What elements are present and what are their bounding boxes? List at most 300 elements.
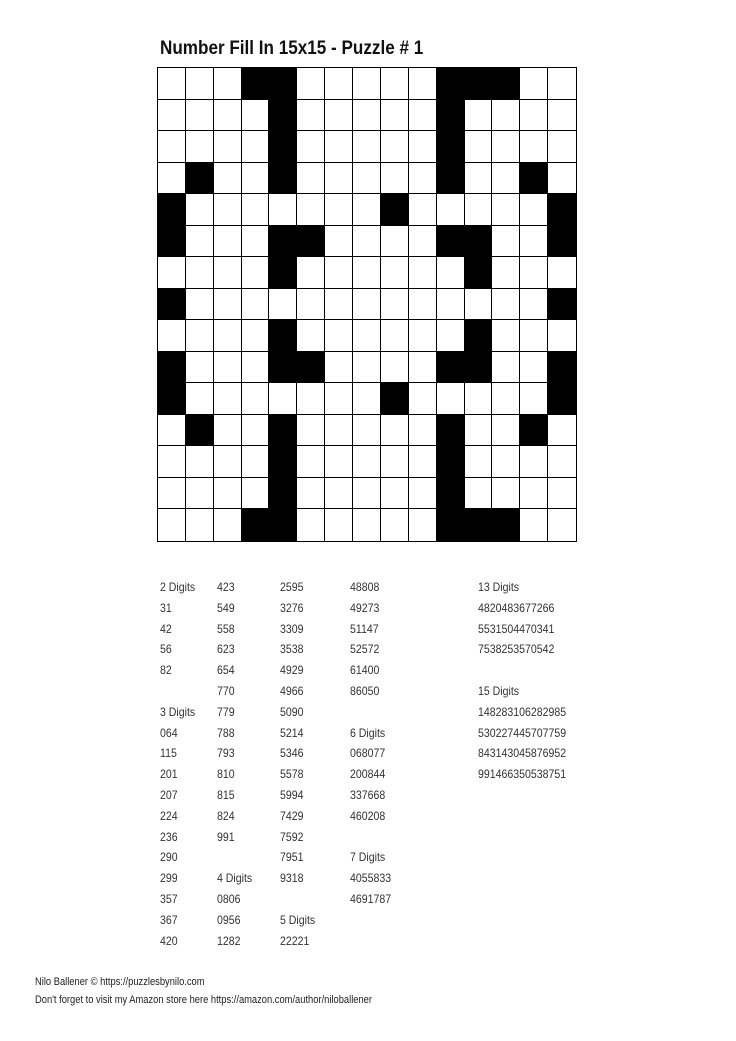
number-entry: 779 — [217, 704, 235, 719]
number-entry: 843143045876952 — [478, 746, 567, 761]
grid-cell-empty[interactable] — [297, 383, 325, 415]
grid-cell-empty[interactable] — [520, 257, 548, 289]
grid-cell-empty[interactable] — [158, 163, 186, 195]
grid-cell-empty[interactable] — [465, 163, 493, 195]
number-entry: 5214 — [280, 725, 304, 740]
number-entry: 460208 — [350, 808, 386, 823]
grid-cell-empty[interactable] — [269, 289, 297, 321]
number-entry: 654 — [217, 663, 235, 678]
number-entry: 367 — [160, 912, 178, 927]
number-entry: 224 — [160, 808, 178, 823]
grid-cell-empty[interactable] — [186, 352, 214, 384]
grid-cell-empty[interactable] — [465, 446, 493, 478]
grid-cell-empty[interactable] — [325, 415, 353, 447]
digit-group-heading: 15 Digits — [478, 683, 520, 698]
grid-cell-empty[interactable] — [520, 509, 548, 541]
grid-cell-empty[interactable] — [325, 194, 353, 226]
grid-cell-black — [520, 163, 548, 195]
grid-cell-black — [269, 320, 297, 352]
grid-cell-empty[interactable] — [325, 509, 353, 541]
grid-cell-empty[interactable] — [409, 383, 437, 415]
grid-cell-empty[interactable] — [353, 383, 381, 415]
grid-cell-black — [548, 194, 576, 226]
number-entry: 115 — [160, 746, 177, 761]
number-entry: 51147 — [350, 621, 379, 636]
grid-cell-black — [437, 226, 465, 258]
grid-cell-empty[interactable] — [381, 446, 409, 478]
puzzle-title: Number Fill In 15x15 - Puzzle # 1 — [160, 38, 424, 59]
grid-cell-empty[interactable] — [297, 68, 325, 100]
grid-cell-empty[interactable] — [520, 383, 548, 415]
grid-cell-black — [297, 226, 325, 258]
number-entry: 4820483677266 — [478, 600, 555, 615]
grid-cell-empty[interactable] — [353, 415, 381, 447]
number-entry: 22221 — [280, 933, 310, 948]
grid-cell-empty[interactable] — [437, 289, 465, 321]
grid-cell-empty[interactable] — [325, 131, 353, 163]
number-entry: 4929 — [280, 663, 304, 678]
number-entry: 61400 — [350, 663, 380, 678]
grid-cell-empty[interactable] — [297, 415, 325, 447]
grid-cell-empty[interactable] — [437, 257, 465, 289]
grid-cell-empty[interactable] — [186, 289, 214, 321]
grid-cell-empty[interactable] — [548, 509, 576, 541]
grid-cell-empty[interactable] — [353, 257, 381, 289]
grid-cell-empty[interactable] — [409, 163, 437, 195]
number-entry: 5578 — [280, 767, 304, 782]
grid-cell-empty[interactable] — [381, 257, 409, 289]
number-entry: 530227445707759 — [478, 725, 567, 740]
word-list-column-2 — [217, 577, 257, 951]
grid-cell-empty[interactable] — [492, 415, 520, 447]
grid-cell-empty[interactable] — [409, 509, 437, 541]
grid-cell-empty[interactable] — [437, 320, 465, 352]
grid-cell-black — [437, 415, 465, 447]
grid-cell-empty[interactable] — [465, 194, 493, 226]
grid-cell-empty[interactable] — [242, 446, 270, 478]
grid-cell-empty[interactable] — [381, 509, 409, 541]
grid-cell-black — [437, 68, 465, 100]
grid-cell-empty[interactable] — [158, 68, 186, 100]
number-entry: 207 — [160, 787, 178, 802]
grid-cell-empty[interactable] — [492, 131, 520, 163]
grid-cell-empty[interactable] — [520, 131, 548, 163]
grid-cell-empty[interactable] — [465, 100, 493, 132]
grid-cell-empty[interactable] — [409, 352, 437, 384]
digit-group-heading: 13 Digits — [478, 580, 520, 594]
number-entry: 788 — [217, 725, 235, 740]
grid-cell-empty[interactable] — [242, 478, 270, 510]
grid-cell-empty[interactable] — [214, 100, 242, 132]
grid-cell-empty[interactable] — [353, 163, 381, 195]
number-entry: 4691787 — [350, 891, 392, 906]
grid-cell-empty[interactable] — [381, 100, 409, 132]
grid-cell-empty[interactable] — [548, 163, 576, 195]
grid-cell-black — [437, 509, 465, 541]
grid-cell-empty[interactable] — [214, 68, 242, 100]
grid-cell-empty[interactable] — [242, 257, 270, 289]
grid-cell-empty[interactable] — [186, 68, 214, 100]
grid-cell-empty[interactable] — [409, 320, 437, 352]
grid-cell-empty[interactable] — [381, 415, 409, 447]
grid-cell-empty[interactable] — [325, 478, 353, 510]
grid-cell-empty[interactable] — [242, 226, 270, 258]
grid-cell-empty[interactable] — [186, 383, 214, 415]
grid-cell-empty[interactable] — [158, 100, 186, 132]
word-list-column-1 — [160, 577, 200, 951]
grid-cell-empty[interactable] — [325, 289, 353, 321]
grid-cell-empty[interactable] — [214, 226, 242, 258]
grid-cell-black — [465, 257, 493, 289]
grid-cell-black — [465, 226, 493, 258]
grid-cell-black — [465, 352, 493, 384]
number-entry: 86050 — [350, 683, 380, 698]
grid-cell-black — [465, 320, 493, 352]
grid-cell-empty[interactable] — [297, 131, 325, 163]
grid-cell-empty[interactable] — [409, 68, 437, 100]
grid-cell-empty[interactable] — [465, 289, 493, 321]
grid-cell-empty[interactable] — [297, 100, 325, 132]
grid-cell-empty[interactable] — [353, 509, 381, 541]
grid-cell-empty[interactable] — [353, 68, 381, 100]
number-entry: 56 — [160, 642, 172, 657]
digit-group-heading: 4 Digits — [217, 871, 253, 886]
grid-cell-empty[interactable] — [465, 131, 493, 163]
grid-cell-black — [437, 478, 465, 510]
grid-cell-empty[interactable] — [242, 289, 270, 321]
number-entry: 5531504470341 — [478, 621, 555, 636]
grid-cell-black — [492, 509, 520, 541]
grid-cell-empty[interactable] — [325, 320, 353, 352]
grid-cell-black — [381, 194, 409, 226]
grid-cell-empty[interactable] — [158, 320, 186, 352]
grid-cell-black — [158, 226, 186, 258]
grid-cell-empty[interactable] — [325, 257, 353, 289]
number-entry: 4966 — [280, 683, 304, 698]
grid-cell-empty[interactable] — [492, 226, 520, 258]
grid-cell-empty[interactable] — [548, 446, 576, 478]
digit-group-heading: 7 Digits — [350, 850, 386, 865]
grid-cell-empty[interactable] — [492, 289, 520, 321]
grid-cell-empty[interactable] — [325, 352, 353, 384]
grid-cell-empty[interactable] — [186, 100, 214, 132]
number-entry: 068077 — [350, 746, 386, 761]
grid-cell-empty[interactable] — [297, 478, 325, 510]
number-entry: 423 — [217, 580, 235, 594]
grid-cell-black — [437, 446, 465, 478]
number-entry: 824 — [217, 808, 235, 823]
grid-cell-empty[interactable] — [186, 446, 214, 478]
grid-cell-empty[interactable] — [214, 131, 242, 163]
grid-cell-empty[interactable] — [242, 163, 270, 195]
grid-cell-black — [548, 383, 576, 415]
grid-cell-black — [269, 509, 297, 541]
grid-cell-black — [269, 257, 297, 289]
number-entry: 52572 — [350, 642, 380, 657]
digit-group-heading: 2 Digits — [160, 580, 196, 594]
grid-cell-empty[interactable] — [353, 131, 381, 163]
word-list-column-5 — [478, 577, 578, 785]
grid-cell-empty[interactable] — [520, 226, 548, 258]
grid-cell-empty[interactable] — [297, 289, 325, 321]
grid-cell-black — [269, 226, 297, 258]
number-entry: 3276 — [280, 600, 304, 615]
grid-cell-empty[interactable] — [465, 478, 493, 510]
number-entry: 810 — [217, 767, 235, 782]
grid-cell-empty[interactable] — [409, 257, 437, 289]
grid-cell-empty[interactable] — [381, 320, 409, 352]
grid-cell-empty[interactable] — [381, 352, 409, 384]
grid-cell-empty[interactable] — [325, 383, 353, 415]
number-entry: 549 — [217, 600, 235, 615]
grid-cell-black — [492, 68, 520, 100]
grid-cell-black — [269, 415, 297, 447]
grid-cell-black — [437, 163, 465, 195]
grid-cell-empty[interactable] — [214, 478, 242, 510]
grid-cell-black — [548, 289, 576, 321]
grid-cell-empty[interactable] — [492, 352, 520, 384]
number-entry: 0956 — [217, 912, 241, 927]
grid-cell-empty[interactable] — [437, 194, 465, 226]
grid-cell-black — [269, 163, 297, 195]
grid-cell-empty[interactable] — [520, 68, 548, 100]
grid-cell-empty[interactable] — [214, 446, 242, 478]
footer-amazon-note: Don't forget to visit my Amazon store here https://amazon.com/author/niloballener — [35, 994, 372, 1006]
grid-cell-black — [186, 415, 214, 447]
grid-cell-empty[interactable] — [409, 415, 437, 447]
number-entry: 5994 — [280, 787, 304, 802]
grid-cell-empty[interactable] — [520, 478, 548, 510]
grid-cell-empty[interactable] — [242, 194, 270, 226]
grid-cell-empty[interactable] — [548, 100, 576, 132]
grid-cell-empty[interactable] — [381, 131, 409, 163]
number-entry: 7538253570542 — [478, 642, 555, 657]
grid-cell-empty[interactable] — [548, 257, 576, 289]
spacer — [350, 827, 391, 848]
spacer — [350, 702, 391, 723]
number-entry: 337668 — [350, 787, 386, 802]
grid-cell-black — [269, 352, 297, 384]
grid-cell-empty[interactable] — [520, 352, 548, 384]
puzzle-grid — [157, 67, 577, 542]
number-entry: 4055833 — [350, 871, 392, 886]
grid-cell-black — [158, 289, 186, 321]
grid-cell-empty[interactable] — [492, 320, 520, 352]
grid-cell-empty[interactable] — [520, 289, 548, 321]
number-entry: 558 — [217, 621, 235, 636]
grid-cell-empty[interactable] — [409, 226, 437, 258]
grid-cell-empty[interactable] — [269, 194, 297, 226]
grid-cell-empty[interactable] — [548, 478, 576, 510]
number-entry: 420 — [160, 933, 178, 948]
grid-cell-empty[interactable] — [353, 226, 381, 258]
number-entry: 49273 — [350, 600, 380, 615]
grid-cell-empty[interactable] — [214, 257, 242, 289]
grid-cell-empty[interactable] — [548, 68, 576, 100]
grid-cell-empty[interactable] — [242, 383, 270, 415]
spacer — [280, 889, 315, 910]
grid-cell-empty[interactable] — [325, 100, 353, 132]
grid-cell-empty[interactable] — [214, 163, 242, 195]
grid-cell-empty[interactable] — [325, 163, 353, 195]
grid-cell-empty[interactable] — [242, 131, 270, 163]
grid-cell-black — [548, 352, 576, 384]
number-entry: 623 — [217, 642, 235, 657]
grid-cell-empty[interactable] — [465, 383, 493, 415]
grid-cell-empty[interactable] — [214, 415, 242, 447]
grid-cell-empty[interactable] — [520, 100, 548, 132]
grid-cell-empty[interactable] — [381, 68, 409, 100]
grid-cell-empty[interactable] — [381, 478, 409, 510]
grid-cell-empty[interactable] — [353, 478, 381, 510]
grid-cell-empty[interactable] — [242, 352, 270, 384]
grid-cell-empty[interactable] — [409, 446, 437, 478]
grid-cell-empty[interactable] — [492, 163, 520, 195]
word-list-column-3 — [280, 577, 320, 951]
grid-cell-black — [269, 446, 297, 478]
grid-cell-empty[interactable] — [437, 383, 465, 415]
grid-cell-empty[interactable] — [520, 446, 548, 478]
grid-cell-empty[interactable] — [186, 320, 214, 352]
grid-cell-empty[interactable] — [353, 194, 381, 226]
number-entry: 0806 — [217, 891, 241, 906]
grid-cell-empty[interactable] — [381, 289, 409, 321]
grid-cell-empty[interactable] — [548, 415, 576, 447]
grid-cell-black — [437, 100, 465, 132]
grid-cell-empty[interactable] — [297, 320, 325, 352]
grid-cell-empty[interactable] — [325, 226, 353, 258]
grid-cell-black — [242, 68, 270, 100]
digit-group-heading: 3 Digits — [160, 704, 196, 719]
number-entry: 7429 — [280, 808, 304, 823]
grid-cell-empty[interactable] — [158, 131, 186, 163]
digit-group-heading: 5 Digits — [280, 912, 316, 927]
grid-cell-empty[interactable] — [409, 194, 437, 226]
grid-cell-empty[interactable] — [242, 320, 270, 352]
number-entry: 357 — [160, 891, 178, 906]
grid-cell-empty[interactable] — [492, 478, 520, 510]
grid-cell-empty[interactable] — [492, 194, 520, 226]
grid-cell-empty[interactable] — [214, 194, 242, 226]
grid-cell-black — [437, 352, 465, 384]
grid-cell-empty[interactable] — [353, 289, 381, 321]
grid-cell-empty[interactable] — [186, 257, 214, 289]
number-entry: 064 — [160, 725, 178, 740]
grid-cell-black — [269, 68, 297, 100]
grid-cell-empty[interactable] — [409, 100, 437, 132]
grid-cell-empty[interactable] — [297, 446, 325, 478]
number-entry: 200844 — [350, 767, 386, 782]
grid-cell-empty[interactable] — [492, 257, 520, 289]
number-entry: 201 — [160, 767, 178, 782]
grid-cell-empty[interactable] — [297, 163, 325, 195]
grid-cell-empty[interactable] — [186, 478, 214, 510]
number-entry: 48808 — [350, 580, 380, 594]
grid-cell-empty[interactable] — [214, 383, 242, 415]
grid-cell-empty[interactable] — [242, 415, 270, 447]
number-entry: 236 — [160, 829, 178, 844]
grid-cell-empty[interactable] — [492, 446, 520, 478]
grid-cell-black — [437, 131, 465, 163]
grid-cell-empty[interactable] — [409, 131, 437, 163]
grid-cell-empty[interactable] — [158, 415, 186, 447]
grid-cell-empty[interactable] — [186, 194, 214, 226]
grid-cell-empty[interactable] — [186, 226, 214, 258]
grid-cell-empty[interactable] — [214, 352, 242, 384]
grid-cell-empty[interactable] — [492, 100, 520, 132]
grid-cell-empty[interactable] — [297, 257, 325, 289]
grid-cell-empty[interactable] — [492, 383, 520, 415]
grid-cell-black — [297, 352, 325, 384]
word-list-column-4 — [350, 577, 397, 910]
grid-cell-black — [520, 415, 548, 447]
number-entry: 3538 — [280, 642, 304, 657]
grid-cell-empty[interactable] — [186, 131, 214, 163]
grid-cell-black — [158, 194, 186, 226]
number-entry: 9318 — [280, 871, 304, 886]
grid-cell-empty[interactable] — [353, 352, 381, 384]
grid-cell-black — [158, 352, 186, 384]
grid-cell-empty[interactable] — [381, 226, 409, 258]
number-entry: 31 — [160, 600, 172, 615]
number-entry: 793 — [217, 746, 235, 761]
spacer — [160, 681, 195, 702]
number-entry: 5090 — [280, 704, 304, 719]
grid-cell-black — [465, 68, 493, 100]
grid-cell-empty[interactable] — [520, 194, 548, 226]
number-entry: 5346 — [280, 746, 304, 761]
grid-cell-black — [381, 383, 409, 415]
footer-copyright: Nilo Ballener © https://puzzlesbynilo.com — [35, 976, 205, 988]
digit-group-heading: 6 Digits — [350, 725, 386, 740]
grid-cell-empty[interactable] — [353, 320, 381, 352]
number-entry: 82 — [160, 663, 172, 678]
number-entry: 148283106282985 — [478, 704, 567, 719]
grid-cell-empty[interactable] — [269, 383, 297, 415]
grid-cell-black — [465, 509, 493, 541]
grid-cell-empty[interactable] — [214, 289, 242, 321]
grid-cell-empty[interactable] — [186, 509, 214, 541]
grid-cell-empty[interactable] — [409, 478, 437, 510]
grid-cell-empty[interactable] — [158, 446, 186, 478]
number-entry: 299 — [160, 871, 178, 886]
spacer — [217, 847, 252, 868]
grid-cell-empty[interactable] — [548, 320, 576, 352]
grid-cell-empty[interactable] — [297, 509, 325, 541]
grid-cell-empty[interactable] — [353, 446, 381, 478]
grid-cell-empty[interactable] — [325, 446, 353, 478]
grid-cell-empty[interactable] — [158, 509, 186, 541]
grid-cell-empty[interactable] — [214, 320, 242, 352]
number-entry: 991 — [217, 829, 235, 844]
spacer — [478, 660, 566, 681]
grid-cell-empty[interactable] — [158, 257, 186, 289]
grid-cell-empty[interactable] — [297, 194, 325, 226]
grid-cell-empty[interactable] — [158, 478, 186, 510]
grid-cell-empty[interactable] — [520, 320, 548, 352]
grid-cell-empty[interactable] — [242, 100, 270, 132]
grid-cell-empty[interactable] — [381, 163, 409, 195]
grid-cell-empty[interactable] — [214, 509, 242, 541]
number-entry: 7951 — [280, 850, 304, 865]
grid-cell-black — [269, 478, 297, 510]
grid-cell-empty[interactable] — [325, 68, 353, 100]
grid-cell-empty[interactable] — [409, 289, 437, 321]
grid-cell-empty[interactable] — [548, 131, 576, 163]
grid-cell-empty[interactable] — [353, 100, 381, 132]
grid-cell-black — [269, 131, 297, 163]
grid-cell-empty[interactable] — [465, 415, 493, 447]
